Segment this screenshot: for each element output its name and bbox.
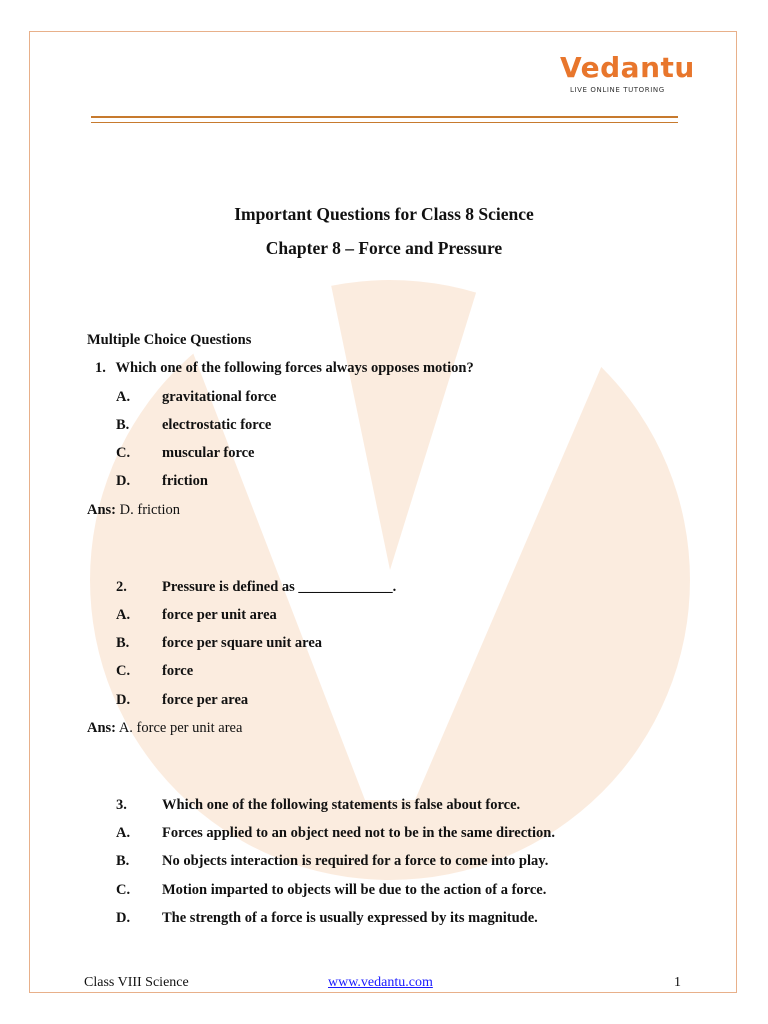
section-heading: Multiple Choice Questions bbox=[87, 332, 252, 348]
option-text: electrostatic force bbox=[162, 417, 272, 433]
option-text: The strength of a force is usually expressed by its magnitude. bbox=[162, 910, 538, 926]
chapter-title: Chapter 8 – Force and Pressure bbox=[265, 238, 503, 258]
option-letter: C. bbox=[116, 445, 131, 461]
option-letter: C. bbox=[116, 663, 131, 679]
logo-tagline: LIVE ONLINE TUTORING bbox=[570, 86, 665, 94]
option-text: force bbox=[162, 663, 194, 679]
option-text: gravitational force bbox=[162, 389, 277, 405]
option-letter: D. bbox=[116, 910, 131, 926]
question-2-text: Pressure is defined as _____________. bbox=[162, 579, 397, 595]
option-letter: A. bbox=[116, 607, 131, 623]
page-number: 1 bbox=[674, 975, 681, 990]
question-number: 2. bbox=[116, 579, 127, 595]
option-letter: B. bbox=[116, 635, 130, 651]
option-text: force per square unit area bbox=[162, 635, 323, 651]
vedantu-logo bbox=[560, 51, 695, 94]
option-letter: A. bbox=[116, 825, 131, 841]
question-3-text: Which one of the following statements is false about force. bbox=[162, 797, 521, 813]
option-letter: D. bbox=[116, 473, 131, 489]
header-rule bbox=[91, 116, 678, 123]
option-letter: B. bbox=[116, 853, 130, 869]
question-text: Which one of the following forces always opposes motion? bbox=[115, 360, 474, 376]
option-text: Motion imparted to objects will be due to the action of a force. bbox=[162, 882, 547, 898]
question-number: 1. bbox=[95, 360, 106, 376]
option-letter: B. bbox=[116, 417, 130, 433]
option-text: muscular force bbox=[162, 445, 255, 461]
option-text: No objects interaction is required for a force to come into play. bbox=[162, 853, 549, 869]
answer-text: D. friction bbox=[116, 502, 181, 518]
option-letter: C. bbox=[116, 882, 131, 898]
option-text: force per area bbox=[162, 692, 249, 708]
answer-text: A. force per unit area bbox=[116, 720, 243, 736]
question-number: 3. bbox=[116, 797, 127, 813]
answer-label: Ans: bbox=[87, 502, 117, 518]
footer-website-link[interactable]: www.vedantu.com bbox=[328, 975, 433, 990]
answer-2 bbox=[87, 720, 242, 737]
answer-1 bbox=[87, 502, 180, 519]
page-title: Important Questions for Class 8 Science bbox=[234, 204, 534, 224]
logo-wordmark: Vedantu bbox=[560, 51, 695, 84]
option-letter: A. bbox=[116, 389, 131, 405]
option-text: friction bbox=[162, 473, 208, 489]
footer-class-label: Class VIII Science bbox=[84, 975, 189, 990]
option-letter: D. bbox=[116, 692, 131, 708]
question-1 bbox=[95, 360, 474, 377]
option-text: Forces applied to an object need not to be in the same direction. bbox=[162, 825, 555, 841]
option-text: force per unit area bbox=[162, 607, 277, 623]
answer-label: Ans: bbox=[87, 720, 117, 736]
